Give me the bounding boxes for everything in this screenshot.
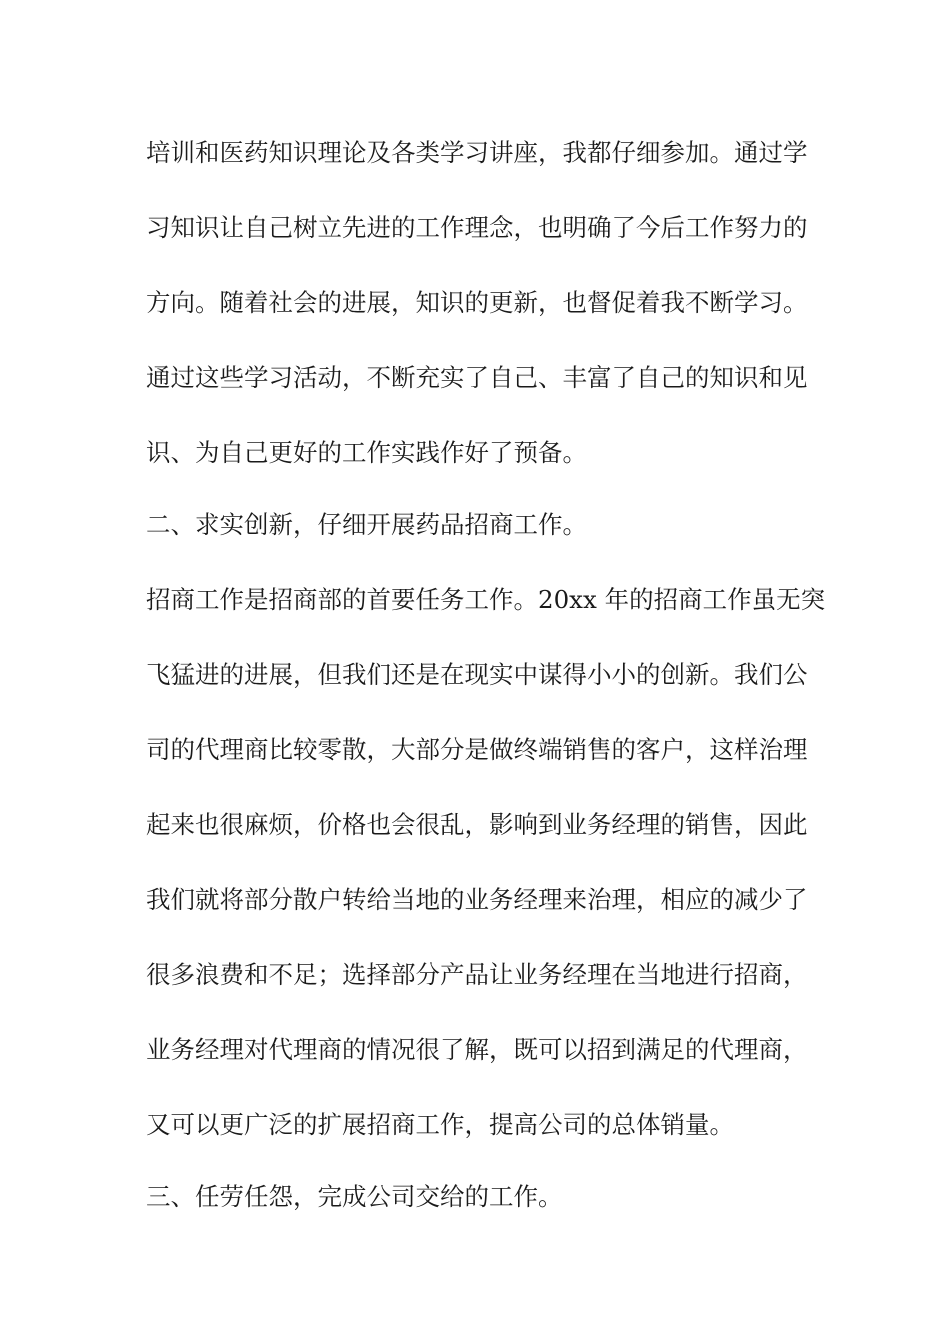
paragraph-line: 飞猛进的进展，但我们还是在现实中谋得小小的创新。我们公 [146, 660, 808, 689]
paragraph-line: 培训和医药知识理论及各类学习讲座，我都仔细参加。通过学 [146, 138, 808, 167]
paragraph-line: 通过这些学习活动，不断充实了自己、丰富了自己的知识和见 [146, 363, 808, 392]
paragraph-line: 方向。随着社会的进展，知识的更新，也督促着我不断学习。 [146, 288, 808, 317]
paragraph-line: 又可以更广泛的扩展招商工作，提高公司的总体销量。 [146, 1110, 734, 1139]
paragraph-line: 习知识让自己树立先进的工作理念，也明确了今后工作努力的 [146, 213, 808, 242]
paragraph-line: 起来也很麻烦，价格也会很乱，影响到业务经理的销售，因此 [146, 810, 808, 839]
section-heading: 二、求实创新，仔细开展药品招商工作。 [146, 510, 587, 539]
paragraph-line: 很多浪费和不足；选择部分产品让业务经理在当地进行招商， [146, 960, 808, 989]
paragraph-line: 招商工作是招商部的首要任务工作。20xx 年的招商工作虽无突 [146, 585, 826, 614]
section-heading: 三、任劳任怨，完成公司交给的工作。 [146, 1182, 563, 1211]
paragraph-line: 司的代理商比较零散，大部分是做终端销售的客户，这样治理 [146, 735, 808, 764]
paragraph-line: 识、为自己更好的工作实践作好了预备。 [146, 438, 587, 467]
paragraph-line: 业务经理对代理商的情况很了解，既可以招到满足的代理商， [146, 1035, 808, 1064]
paragraph-line: 我们就将部分散户转给当地的业务经理来治理，相应的减少了 [146, 885, 808, 914]
